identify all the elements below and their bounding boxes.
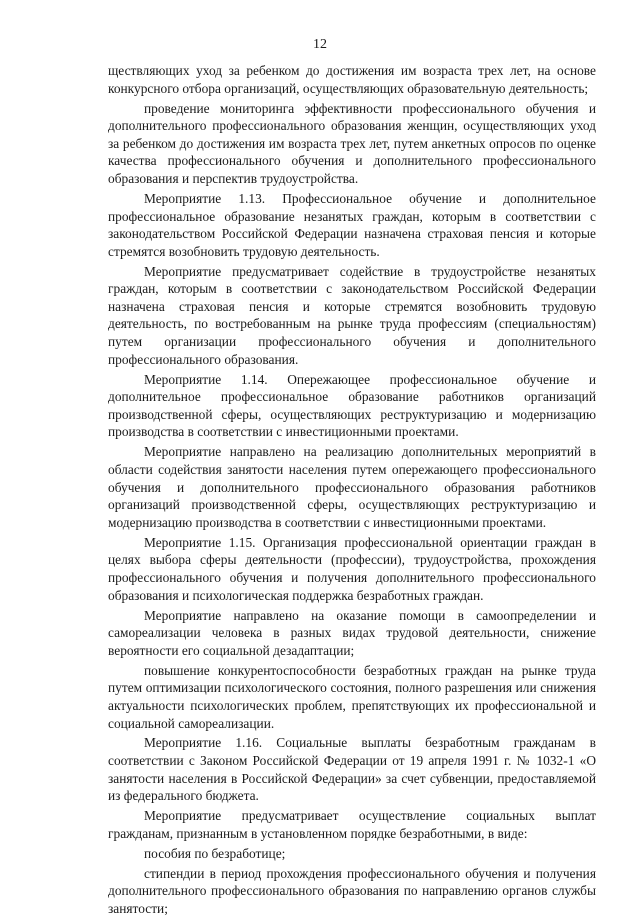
paragraph-measure-heading: Мероприятие 1.14. Опережающее профессиональное обучение и дополнительное профессиональное образование работников организаций производственной сферы, осуществляющих реструктуризацию и модернизацию производства в соответствии с инвестиционными проектами.	[108, 371, 596, 440]
paragraph: Мероприятие направлено на реализацию дополнительных мероприятий в области содействия занятости населения путем опережающего профессионального обучения и дополнительного профессионального образования работников организаций производственной сферы, осуществляющих реструктуризацию и модернизацию производства в соответствии с инвестиционными проектами.	[108, 444, 596, 530]
list-item: пособия по безработице;	[144, 845, 286, 861]
paragraph: Мероприятие предусматривает содействие в трудоустройстве незанятых граждан, которым в соответствии с законодательством Российской Федерации назначена страховая пенсия и которые стремятся возобновить трудовую деятельность, по востребованным на рынке труда профессиям (специальностям) путем организации профессионального обучения и дополнительного профессионального образования.	[108, 263, 596, 367]
paragraph: проведение мониторинга эффективности профессионального обучения и дополнительного профессионального образования женщин, осуществляющих уход за ребенком до достижения им возраста трех лет, путем анкетных опросов по оценке качества профессионального обучения и дополнительного профессионального образования и перспектив трудоустройства.	[108, 100, 596, 186]
paragraph: Мероприятие направлено на оказание помощи в самоопределении и самореализации человека в разных видах трудовой деятельности, снижение вероятности его социальной дезадаптации;	[108, 607, 596, 658]
page-number: 12	[313, 37, 327, 52]
paragraph: повышение конкурентоспособности безработных граждан на рынке труда путем оптимизации психологического состояния, полного разрешения или снижения актуальности психологических проблем, препятствующих их профессиональной и социальной самореализации.	[108, 662, 596, 731]
paragraph-measure-heading: Мероприятие 1.16. Социальные выплаты безработным гражданам в соответствии с Законом Российской Федерации от 19 апреля 1991 г. № 1032-1 «О занятости населения в Российской Федерации» за счет субвенции, предоставляемой из федерального бюджета.	[108, 735, 596, 804]
paragraph-measure-heading: Мероприятие 1.13. Профессиональное обучение и дополнительное профессиональное образование незанятых граждан, которым в соответствии с законодательством Российской Федерации назначена страховая пенсия и которые стремятся возобновить трудовую деятельность.	[108, 190, 596, 259]
paragraph-continuation: ществляющих уход за ребенком до достижения им возраста трех лет, на основе конкурсного отбора организаций, осуществляющих образовательную деятельность;	[108, 63, 596, 96]
paragraph: Мероприятие предусматривает осуществление социальных выплат гражданам, признанным в установленном порядке безработными, в виде:	[108, 808, 596, 841]
document-body	[108, 62, 596, 918]
paragraph-measure-heading: Мероприятие 1.15. Организация профессиональной ориентации граждан в целях выбора сферы деятельности (профессии), трудоустройства, прохождения профессионального обучения и получения дополнительного профессионального образования и психологическая поддержка безработных граждан.	[108, 534, 596, 603]
list-item: стипендии в период прохождения профессионального обучения и получения дополнительного профессионального образования по направлению органов службы занятости;	[108, 865, 596, 916]
